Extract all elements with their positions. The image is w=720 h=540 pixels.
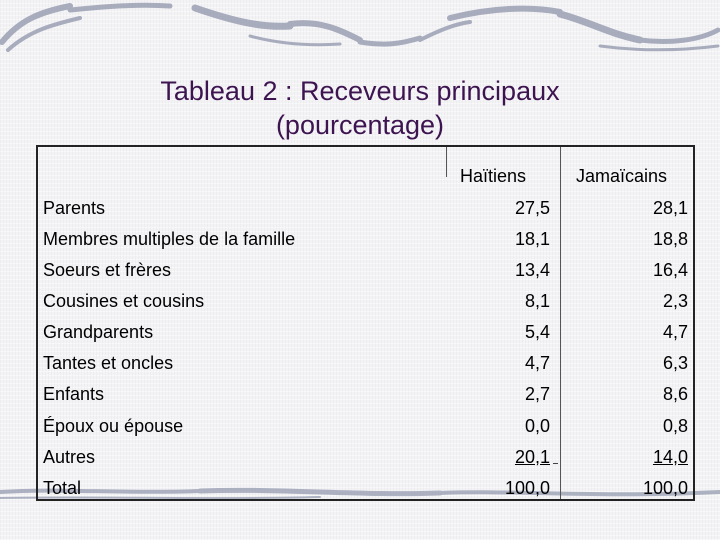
row-label: Enfants (43, 384, 105, 404)
value-jamaicains: 2,3 (662, 291, 688, 311)
value-haitiens: 2,7 (524, 384, 550, 404)
title-line-1: Tableau 2 : Receveurs principaux (160, 76, 560, 106)
value-haitiens: 8,1 (524, 291, 550, 311)
value-haitiens: 5,4 (524, 322, 550, 342)
value-haitiens: 0,0 (524, 416, 550, 436)
row-label: Grandparents (43, 322, 154, 342)
value-haitiens: 100,0 (504, 478, 550, 498)
value-jamaicains: 18,8 (652, 229, 688, 249)
row-label: Soeurs et frères (43, 260, 172, 280)
row-label: Membres multiples de la famille (43, 229, 296, 249)
slide-title (60, 74, 660, 142)
value-jamaicains: 6,3 (662, 353, 688, 373)
value-jamaicains: 8,6 (662, 384, 688, 404)
value-jamaicains: 4,7 (662, 322, 688, 342)
row-label: Tantes et oncles (43, 353, 174, 373)
row-label: Autres (43, 447, 96, 467)
title-line-2: (pourcentage) (275, 110, 445, 140)
column-separator (446, 147, 447, 177)
value-jamaicains: 100,0 (642, 478, 688, 498)
value-jamaicains: 0,8 (662, 416, 688, 436)
value-jamaicains: 16,4 (652, 260, 688, 280)
column-header-jamaicains: Jamaïcains (576, 166, 668, 186)
row-label: Parents (43, 198, 106, 218)
value-haitiens: 20,1 (514, 447, 550, 467)
value-haitiens: 13,4 (514, 260, 550, 280)
value-jamaicains: 28,1 (652, 198, 688, 218)
column-separator (560, 147, 561, 499)
value-haitiens: 18,1 (514, 229, 550, 249)
table-mark (553, 463, 558, 464)
row-label: Cousines et cousins (43, 291, 205, 311)
decorative-brush-strokes-top (0, 0, 720, 60)
value-haitiens: 4,7 (524, 353, 550, 373)
value-jamaicains: 14,0 (652, 447, 688, 467)
column-header-haitiens: Haïtiens (460, 166, 527, 186)
row-label: Total (43, 478, 82, 498)
value-haitiens: 27,5 (514, 198, 550, 218)
row-label: Époux ou épouse (43, 416, 184, 436)
